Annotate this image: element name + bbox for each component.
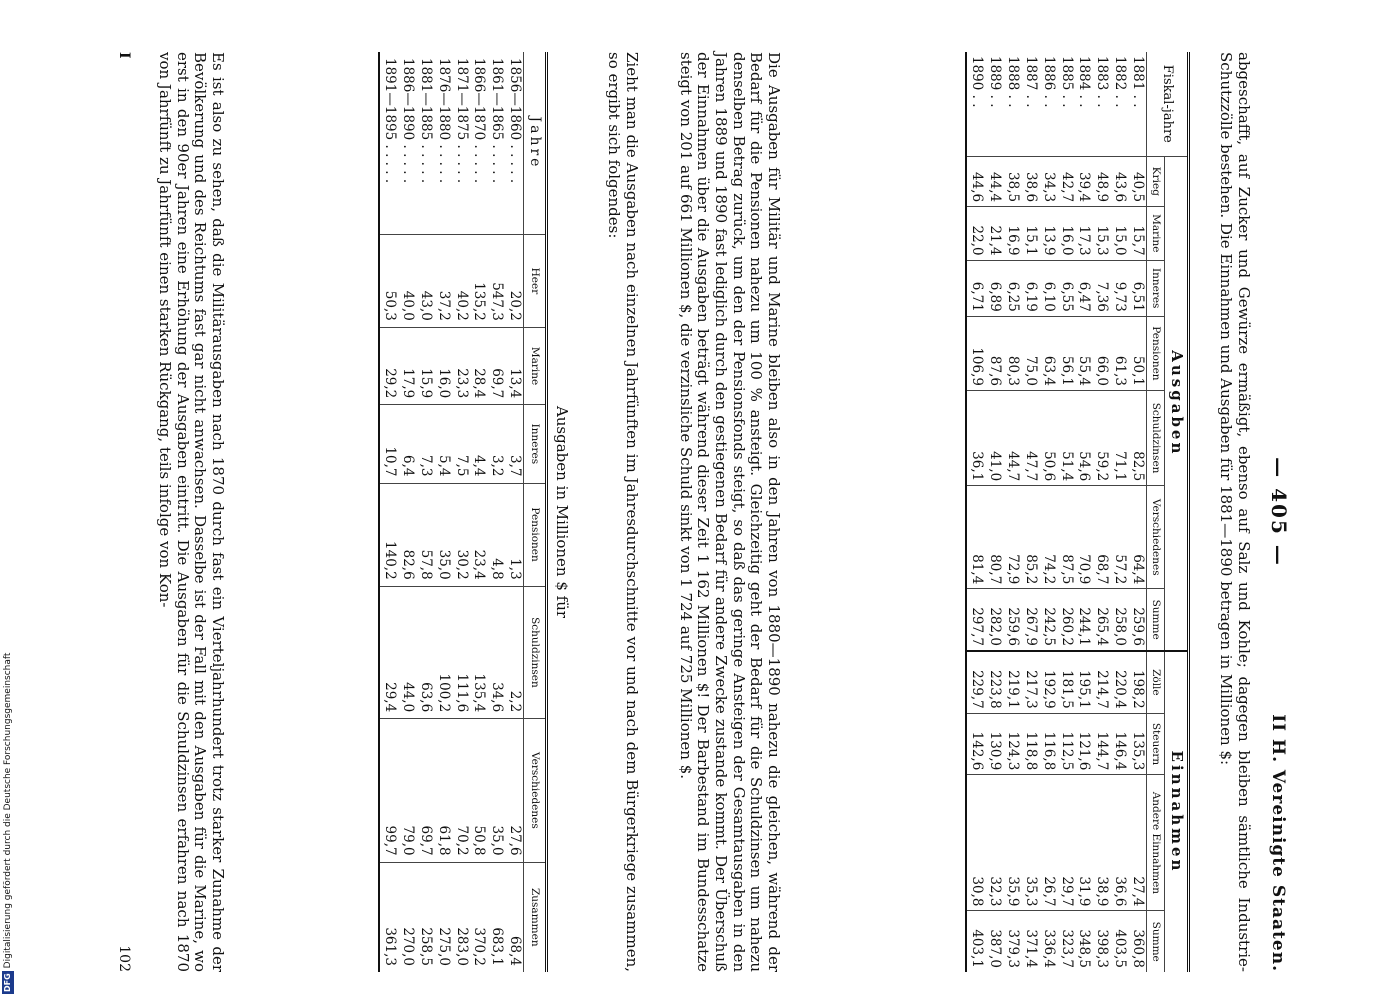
cell: 683,1 (487, 862, 505, 972)
cell: 30,2 (452, 483, 470, 586)
cell: 398,3 (1092, 911, 1110, 972)
dfg-logo: DFG (3, 973, 12, 992)
cell: 6,10 (1039, 260, 1057, 316)
cell: 47,7 (1021, 390, 1039, 485)
cell: 323,7 (1057, 911, 1075, 972)
cell: 229,7 (966, 651, 985, 713)
cell: 20,2 (505, 235, 523, 328)
cell: 135,2 (470, 235, 488, 328)
col-header: Summe (1147, 589, 1165, 651)
cell: 7,3 (416, 405, 434, 483)
cell: 69,7 (416, 719, 434, 862)
cell: 6,25 (1003, 260, 1021, 316)
cell: 15,7 (1128, 207, 1146, 260)
cell: 48,9 (1092, 156, 1110, 206)
signature-mark: I (116, 52, 132, 59)
cell: 50,1 (1128, 316, 1146, 390)
cell: 547,3 (487, 235, 505, 328)
col-header: Pensionen (1147, 316, 1165, 390)
cell: 34,3 (1039, 156, 1057, 206)
cell: 3,7 (505, 405, 523, 483)
cell: 15,9 (416, 327, 434, 404)
col-header: Inneres (524, 405, 547, 483)
cell: 118,8 (1021, 713, 1039, 775)
cell: 6,89 (985, 260, 1003, 316)
cell: 3,2 (487, 405, 505, 483)
cell: 81,4 (966, 486, 985, 589)
cell: 135,3 (1128, 713, 1146, 775)
paragraph-conclusion (155, 52, 226, 972)
cell: 28,4 (470, 327, 488, 404)
credit-text: Digitalisierung gefördert durch die Deutsche Forschungsgemeinschaft (3, 652, 13, 969)
cell: 75,0 (1021, 316, 1039, 390)
cell: 282,0 (985, 589, 1003, 651)
cell: 360,8 (1128, 911, 1146, 972)
cell: 9,73 (1110, 260, 1128, 316)
col-header: Schuldzinsen (1147, 390, 1165, 485)
cell: 121,6 (1075, 713, 1093, 775)
cell: 6,51 (1128, 260, 1146, 316)
cell: 6,47 (1075, 260, 1093, 316)
cell: 10,7 (379, 405, 398, 483)
revenue-expense-table (965, 52, 1190, 972)
cell: 71,1 (1110, 390, 1128, 485)
cell: 35,3 (1021, 775, 1039, 911)
row-year: 1883 . . (1094, 56, 1111, 108)
cell: 106,9 (966, 316, 985, 390)
table-row (505, 52, 523, 972)
cell: 181,5 (1057, 651, 1075, 713)
cell: 260,2 (1057, 589, 1075, 651)
paragraph-transition (605, 52, 640, 972)
cell: 70,2 (452, 719, 470, 862)
row-year: 1866—1870 . . . . . (471, 58, 488, 184)
cell: 111,6 (452, 586, 470, 719)
table1-body (966, 52, 1147, 972)
cell: 29,4 (379, 586, 398, 719)
cell: 29,7 (1057, 775, 1075, 911)
cell: 32,3 (985, 775, 1003, 911)
col-header: Pensionen (524, 483, 547, 586)
cell: 21,4 (985, 207, 1003, 260)
cell: 38,6 (1021, 156, 1039, 206)
row-year: 1881 . . (1130, 56, 1147, 108)
cell: 17,3 (1075, 207, 1093, 260)
year-header: Jahre (524, 52, 547, 235)
cell: 15,0 (1110, 207, 1128, 260)
cell: 35,0 (434, 483, 452, 586)
cell: 22,0 (966, 207, 985, 260)
cell: 38,9 (1092, 775, 1110, 911)
cell: 57,2 (1110, 486, 1128, 589)
cell: 13,9 (1039, 207, 1057, 260)
col-header: Summe (1147, 911, 1165, 972)
book-page (110, 52, 1290, 972)
row-year: 1891—1895 . . . . . (381, 58, 398, 184)
cell: 348,5 (1075, 911, 1093, 972)
table-row (1075, 52, 1093, 972)
cell: 68,4 (505, 862, 523, 972)
cell: 192,9 (1039, 651, 1057, 713)
table-row (1110, 52, 1128, 972)
cell: 44,7 (1003, 390, 1021, 485)
cell: 63,6 (416, 586, 434, 719)
cell: 15,1 (1021, 207, 1039, 260)
cell: 38,5 (1003, 156, 1021, 206)
cell: 2,2 (505, 586, 523, 719)
digitization-credit (2, 594, 14, 994)
cell: 219,1 (1003, 651, 1021, 713)
cell: 66,0 (1092, 316, 1110, 390)
cell: 72,9 (1003, 486, 1021, 589)
cell: 40,5 (1128, 156, 1146, 206)
cell: 70,9 (1075, 486, 1093, 589)
cell: 30,8 (966, 775, 985, 911)
row-year: 1888 . . (1004, 56, 1021, 108)
cell: 16,0 (1057, 207, 1075, 260)
table-row (1021, 52, 1039, 972)
col-header: Inneres (1147, 260, 1165, 316)
cell: 36,1 (966, 390, 985, 485)
cell: 214,7 (1092, 651, 1110, 713)
cell: 258,5 (416, 862, 434, 972)
cell: 23,3 (452, 327, 470, 404)
cell: 55,4 (1075, 316, 1093, 390)
cell: 99,7 (379, 719, 398, 862)
paragraph-text: Zieht man die Ausgaben nach einzelnen Jahrfünften im Jahresdurchschnitte vor und nach dem Bürgerkriege zusammen, so ergibt sich folgendes: (605, 52, 641, 972)
cell: 7,36 (1092, 260, 1110, 316)
cell: 79,0 (398, 719, 416, 862)
cell: 82,5 (1128, 390, 1146, 485)
cell: 44,6 (966, 156, 985, 206)
cell: 43,0 (416, 235, 434, 328)
row-year: 1889 . . (986, 56, 1003, 108)
table-row (1128, 52, 1146, 972)
cell: 43,6 (1110, 156, 1128, 206)
five-year-expense-table (378, 52, 548, 972)
cell: 39,4 (1075, 156, 1093, 206)
table-row (1039, 52, 1057, 972)
cell: 31,9 (1075, 775, 1093, 911)
cell: 87,6 (985, 316, 1003, 390)
table-row (1003, 52, 1021, 972)
col-header: Marine (524, 327, 547, 404)
cell: 361,3 (379, 862, 398, 972)
cell: 23,4 (470, 483, 488, 586)
cell: 16,9 (1003, 207, 1021, 260)
cell: 403,1 (966, 911, 985, 972)
table-row (985, 52, 1003, 972)
cell: 130,9 (985, 713, 1003, 775)
year-header: Fiskal-jahre (1147, 52, 1189, 156)
paragraph-text: Es ist also zu sehen, daß die Militärausgaben nach 1870 durch fast ein Vierteljahrhundert trotz starker Zunahme der Bevölkerung und des Reichtums fast gar nicht anwachsen. Dasselbe ist der Fall mit den Ausgaben für die Marine, wo erst in den 90er Jahren eine Erhöhung der Ausgaben eintritt. Die Ausgaben für die Schuldzinsen erfahren nach 1870 von Jahrfünft zu Jahrfünft einen starken Rückgang, teils infolge von Kon- (155, 52, 227, 972)
table-row (1092, 52, 1110, 972)
cell: 63,4 (1039, 316, 1057, 390)
cell: 242,5 (1039, 589, 1057, 651)
cell: 56,1 (1057, 316, 1075, 390)
cell: 244,1 (1075, 589, 1093, 651)
cell: 50,8 (470, 719, 488, 862)
cell: 5,4 (434, 405, 452, 483)
col-header: Steuern (1147, 713, 1165, 775)
paragraph-text: Die Ausgaben für Militär und Marine bleiben also in den Jahren von 1880—1890 nahezu die gleichen, während der Bedarf für die Pensionen nahezu um 100 % ansteigt. Gleichzeitig geht der Bedarf für die Schuldzinsen um nahezu denselben Betrag zurück, um den der Pensionsfonds steigt, so daß das geringe Ansteigen der Gesamtausgaben in den Jahren 1889 und 1890 fast lediglich durch den gestiegenen Bedarf für andere Zwecke zustande kommt. Der Überschuß der Einnahmen über die Ausgaben beträgt während dieser Zeit 1 162 Millionen $! Der Barbestand im Bundesschatze steigt von 201 auf 661 Millionen $, die verzinsliche Schuld sinkt von 1 724 auf 725 Millionen $. (676, 52, 783, 972)
col-header: Verschiedenes (1147, 486, 1165, 589)
cell: 223,8 (985, 651, 1003, 713)
cell: 283,0 (452, 862, 470, 972)
cell: 265,4 (1092, 589, 1110, 651)
row-year: 1886 . . (1040, 56, 1057, 108)
row-year: 1887 . . (1022, 56, 1039, 108)
cell: 270,0 (398, 862, 416, 972)
table-row (379, 52, 398, 972)
row-year: 1884 . . (1076, 56, 1093, 108)
cell: 44,4 (985, 156, 1003, 206)
col-header: Verschiedenes (524, 719, 547, 862)
cell: 7,5 (452, 405, 470, 483)
cell: 26,7 (1039, 775, 1057, 911)
cell: 36,6 (1110, 775, 1128, 911)
cell: 57,8 (416, 483, 434, 586)
row-year: 1886—1890 . . . . . (399, 58, 416, 184)
cell: 35,9 (1003, 775, 1021, 911)
paragraph-intro (1217, 52, 1252, 972)
cell: 116,8 (1039, 713, 1057, 775)
cell: 259,6 (1003, 589, 1021, 651)
cell: 124,3 (1003, 713, 1021, 775)
cell: 35,0 (487, 719, 505, 862)
row-year: 1881—1885 . . . . . (417, 58, 434, 184)
cell: 6,55 (1057, 260, 1075, 316)
table-row (452, 52, 470, 972)
row-year: 1876—1880 . . . . . (435, 58, 452, 184)
row-year: 1882 . . (1112, 56, 1129, 108)
table-row (966, 52, 985, 972)
cell: 6,4 (398, 405, 416, 483)
row-year: 1871—1875 . . . . . (453, 58, 470, 184)
cell: 371,4 (1021, 911, 1039, 972)
paragraph-text: abgeschafft, auf Zucker und Gewürze ermäßigt, ebenso auf Salz und Kohle; dagegen bleiben sämtliche Industrie-Schutzzölle bestehen. Die Einnahmen und Ausgaben für 1881—1890 betragen in Millionen $: (1217, 52, 1253, 972)
cell: 267,9 (1021, 589, 1039, 651)
cell: 258,0 (1110, 589, 1128, 651)
row-year: 1890 . . (968, 56, 985, 108)
running-head (1256, 52, 1290, 972)
table2-title: Ausgaben in Millionen $ für (553, 405, 571, 619)
cell: 379,3 (1003, 911, 1021, 972)
cell: 135,4 (470, 586, 488, 719)
cell: 61,3 (1110, 316, 1128, 390)
cell: 198,2 (1128, 651, 1146, 713)
cell: 37,2 (434, 235, 452, 328)
cell: 146,4 (1110, 713, 1128, 775)
sheet-number: 102 (116, 945, 132, 972)
cell: 74,2 (1039, 486, 1057, 589)
cell: 29,2 (379, 327, 398, 404)
cell: 297,7 (966, 589, 985, 651)
cell: 387,0 (985, 911, 1003, 972)
expenses-group-header: Ausgaben (1165, 156, 1189, 651)
cell: 370,2 (470, 862, 488, 972)
cell: 54,6 (1075, 390, 1093, 485)
table-row (1057, 52, 1075, 972)
table-row (487, 52, 505, 972)
cell: 34,6 (487, 586, 505, 719)
cell: 42,7 (1057, 156, 1075, 206)
cell: 68,7 (1092, 486, 1110, 589)
row-year: 1885 . . (1058, 56, 1075, 108)
cell: 336,4 (1039, 911, 1057, 972)
cell: 27,6 (505, 719, 523, 862)
paragraph-analysis (676, 52, 782, 972)
col-header: Andere Einnahmen (1147, 775, 1165, 911)
cell: 4,8 (487, 483, 505, 586)
table-row (398, 52, 416, 972)
cell: 100,2 (434, 586, 452, 719)
cell: 217,3 (1021, 651, 1039, 713)
cell: 50,3 (379, 235, 398, 328)
page-number: — 405 — (1267, 457, 1291, 567)
cell: 403,5 (1110, 911, 1128, 972)
cell: 144,7 (1092, 713, 1110, 775)
col-header: Marine (1147, 207, 1165, 260)
table2-body (379, 52, 524, 972)
cell: 59,2 (1092, 390, 1110, 485)
col-header: Krieg (1147, 156, 1165, 206)
cell: 1,3 (505, 483, 523, 586)
cell: 40,2 (452, 235, 470, 328)
col-header: Zölle (1147, 651, 1165, 713)
cell: 13,4 (505, 327, 523, 404)
table-row (470, 52, 488, 972)
cell: 80,7 (985, 486, 1003, 589)
cell: 82,6 (398, 483, 416, 586)
table-row (416, 52, 434, 972)
cell: 64,4 (1128, 486, 1146, 589)
cell: 51,4 (1057, 390, 1075, 485)
section-title: II H. Vereinigte Staaten. (1268, 714, 1288, 972)
cell: 44,0 (398, 586, 416, 719)
cell: 6,19 (1021, 260, 1039, 316)
cell: 142,6 (966, 713, 985, 775)
col-header: Schuldzinsen (524, 586, 547, 719)
cell: 61,8 (434, 719, 452, 862)
cell: 87,5 (1057, 486, 1075, 589)
col-header: Heer (524, 235, 547, 328)
cell: 41,0 (985, 390, 1003, 485)
cell: 27,4 (1128, 775, 1146, 911)
cell: 80,3 (1003, 316, 1021, 390)
cell: 112,5 (1057, 713, 1075, 775)
cell: 140,2 (379, 483, 398, 586)
table-row (434, 52, 452, 972)
cell: 4,4 (470, 405, 488, 483)
cell: 40,0 (398, 235, 416, 328)
cell: 50,6 (1039, 390, 1057, 485)
cell: 259,6 (1128, 589, 1146, 651)
cell: 17,9 (398, 327, 416, 404)
cell: 6,71 (966, 260, 985, 316)
row-year: 1856—1860 . . . . . (507, 58, 524, 184)
cell: 275,0 (434, 862, 452, 972)
cell: 85,2 (1021, 486, 1039, 589)
cell: 220,4 (1110, 651, 1128, 713)
revenue-group-header: Einnahmen (1165, 651, 1189, 972)
row-year: 1861—1865 . . . . . (489, 58, 506, 184)
cell: 69,7 (487, 327, 505, 404)
col-header: Zusammen (524, 862, 547, 972)
cell: 15,3 (1092, 207, 1110, 260)
cell: 16,0 (434, 327, 452, 404)
cell: 195,1 (1075, 651, 1093, 713)
